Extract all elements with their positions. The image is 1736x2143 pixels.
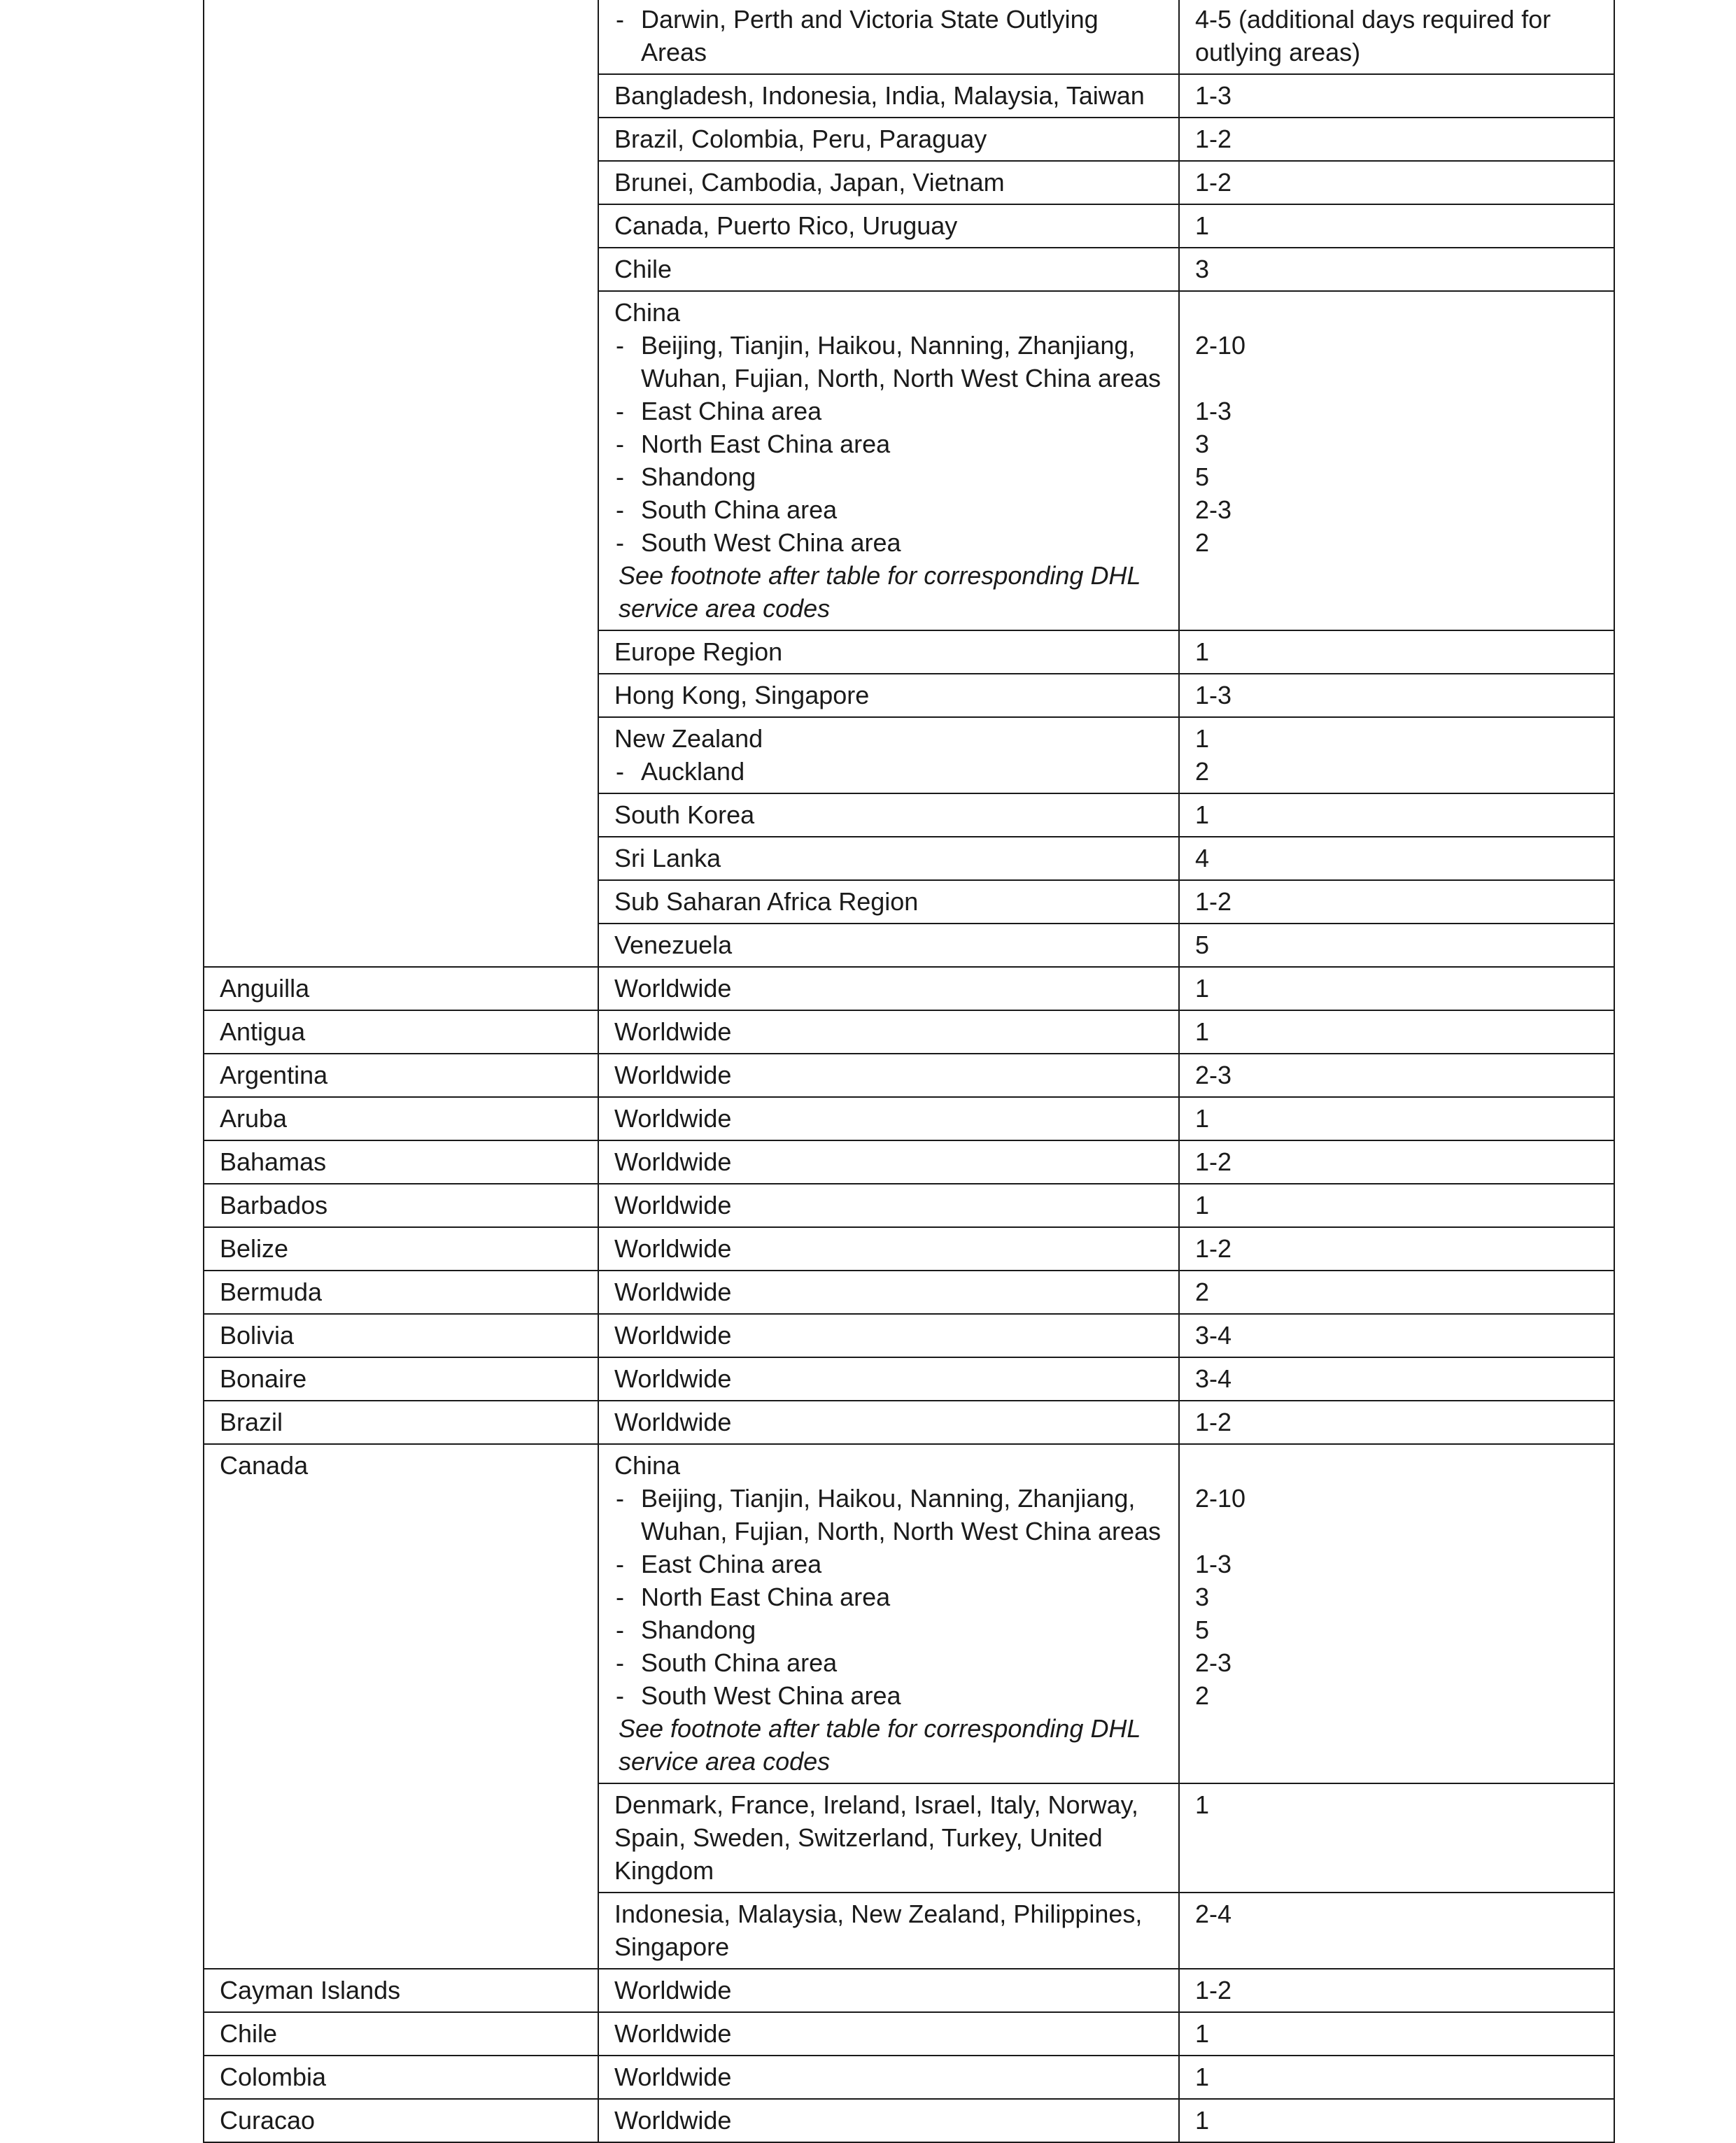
transit-days-cell [1179, 1969, 1614, 2012]
origin-cell: Anguilla [204, 967, 598, 1010]
destination-cell [598, 1140, 1179, 1184]
destination-name: New Zealand [614, 724, 763, 753]
table-body [204, 0, 1614, 2142]
transit-days-value: 1 [1195, 724, 1210, 753]
destination-cell [598, 1444, 1179, 1783]
transit-days-cell [1179, 924, 1614, 967]
transit-days-value: 1-2 [1195, 1408, 1232, 1436]
destination-cell [598, 924, 1179, 967]
transit-days-cell [1179, 1227, 1614, 1271]
spacer [1195, 1515, 1598, 1548]
transit-days-value: 1-2 [1195, 1147, 1232, 1176]
transit-days-value: 1-3 [1195, 81, 1232, 110]
table-row [204, 1097, 1614, 1140]
transit-days-cell [1179, 2056, 1614, 2099]
transit-days-value: 1 [1195, 974, 1210, 1003]
transit-days-cell [1179, 1010, 1614, 1054]
destination-sub-area: - Shandong [614, 460, 1163, 493]
destination-cell [598, 630, 1179, 674]
transit-days-cell [1179, 1097, 1614, 1140]
transit-days-value: 1-3 [1195, 1550, 1232, 1578]
destination-name: Worldwide [614, 1278, 732, 1306]
destination-name: Brazil, Colombia, Peru, Paraguay [614, 125, 987, 153]
origin-cell: Bermuda [204, 1271, 598, 1314]
transit-days-value: 5 [1195, 931, 1210, 959]
transit-days-cell [1179, 1893, 1614, 1969]
transit-days-value: 3-4 [1195, 1364, 1232, 1393]
transit-days-cell [1179, 880, 1614, 924]
destination-cell [598, 1783, 1179, 1893]
destination-name: Brunei, Cambodia, Japan, Vietnam [614, 168, 1005, 197]
destination-sub-area: - South West China area [614, 1679, 1163, 1712]
transit-days-value: 1 [1195, 1104, 1210, 1133]
destination-sub-area: - South China area [614, 1646, 1163, 1679]
destination-cell [598, 118, 1179, 161]
destination-cell [598, 1097, 1179, 1140]
transit-days-cell [1179, 1444, 1614, 1783]
transit-days-value: 3-4 [1195, 1321, 1232, 1350]
origin-cell: Argentina [204, 1054, 598, 1097]
destination-cell [598, 74, 1179, 118]
transit-days-cell [1179, 161, 1614, 204]
transit-days-value: 1-2 [1195, 168, 1232, 197]
destination-cell [598, 837, 1179, 880]
transit-days-value: 2 [1195, 1681, 1210, 1710]
transit-days-value: 1 [1195, 211, 1210, 240]
transit-days-value: 5 [1195, 462, 1210, 491]
table-row [204, 1314, 1614, 1357]
transit-days-value: 4-5 (additional days required for outlying areas) [1195, 5, 1551, 66]
origin-cell: Bonaire [204, 1357, 598, 1401]
transit-days-value: 2-3 [1195, 1061, 1232, 1089]
table-row [204, 0, 1614, 74]
transit-days-value: 1-3 [1195, 681, 1232, 709]
destination-sub-area: - South China area [614, 493, 1163, 526]
destination-name: Hong Kong, Singapore [614, 681, 870, 709]
transit-days-value: 2-3 [1195, 495, 1232, 524]
transit-days-cell [1179, 967, 1614, 1010]
table-row [204, 1054, 1614, 1097]
transit-days-value: 1 [1195, 2063, 1210, 2091]
transit-days-cell [1179, 1783, 1614, 1893]
destination-cell [598, 880, 1179, 924]
destination-sub-area: - East China area [614, 395, 1163, 427]
destination-cell [598, 1184, 1179, 1227]
destination-cell [598, 2012, 1179, 2056]
destination-cell [598, 248, 1179, 291]
destination-cell [598, 1054, 1179, 1097]
transit-days-cell [1179, 1357, 1614, 1401]
destination-name: Sri Lanka [614, 844, 721, 872]
transit-days-cell [1179, 630, 1614, 674]
destination-sub-area: - North East China area [614, 1580, 1163, 1613]
transit-days-value: 3 [1195, 1583, 1210, 1611]
destination-cell [598, 204, 1179, 248]
destination-name: Worldwide [614, 1104, 732, 1133]
transit-days-cell [1179, 1271, 1614, 1314]
transit-days-value: 3 [1195, 430, 1210, 458]
transit-days-cell [1179, 837, 1614, 880]
table-row [204, 1184, 1614, 1227]
destination-name: Worldwide [614, 1408, 732, 1436]
transit-days-value: 1 [1195, 1790, 1210, 1819]
table-row [204, 1444, 1614, 1783]
destination-name: Worldwide [614, 1976, 732, 2004]
destination-sub-area: - North East China area [614, 427, 1163, 460]
destination-name: Worldwide [614, 1061, 732, 1089]
transit-days-cell [1179, 291, 1614, 630]
destination-cell [598, 1314, 1179, 1357]
table-row [204, 1010, 1614, 1054]
destination-cell [598, 1010, 1179, 1054]
destination-name: Venezuela [614, 931, 733, 959]
transit-days-cell [1179, 204, 1614, 248]
transit-days-cell [1179, 2012, 1614, 2056]
table-row [204, 2012, 1614, 2056]
destination-cell [598, 0, 1179, 74]
transit-days-cell [1179, 2099, 1614, 2142]
destination-cell [598, 1271, 1179, 1314]
destination-cell [598, 674, 1179, 717]
transit-days-cell [1179, 717, 1614, 793]
destination-name: Denmark, France, Ireland, Israel, Italy, Norway, Spain, Sweden, Switzerland, Turkey, United Kingdom [614, 1790, 1138, 1885]
table-row [204, 1271, 1614, 1314]
transit-days-value: 1-2 [1195, 887, 1232, 916]
origin-cell: Antigua [204, 1010, 598, 1054]
table-row [204, 1969, 1614, 2012]
destination-sub-area: - Beijing, Tianjin, Haikou, Nanning, Zhanjiang, Wuhan, Fujian, North, North West China areas [614, 1482, 1163, 1548]
transit-days-value: 1 [1195, 637, 1210, 666]
destination-cell [598, 717, 1179, 793]
transit-days-value: 2-10 [1195, 331, 1246, 360]
origin-cell: Aruba [204, 1097, 598, 1140]
destination-sub-area: - Shandong [614, 1613, 1163, 1646]
transit-days-cell [1179, 1054, 1614, 1097]
transit-days-cell [1179, 74, 1614, 118]
destination-cell [598, 793, 1179, 837]
transit-days-cell [1179, 674, 1614, 717]
destination-name: Worldwide [614, 1017, 732, 1046]
transit-days-value: 1-2 [1195, 1234, 1232, 1263]
transit-days-value: 1 [1195, 1017, 1210, 1046]
destination-name: Worldwide [614, 1191, 732, 1219]
origin-cell: Belize [204, 1227, 598, 1271]
origin-cell: Bahamas [204, 1140, 598, 1184]
destination-name: Chile [614, 255, 672, 283]
destination-cell [598, 2056, 1179, 2099]
table-row [204, 1401, 1614, 1444]
destination-name: Worldwide [614, 2063, 732, 2091]
spacer [1195, 362, 1598, 395]
destination-sub-area: - East China area [614, 1548, 1163, 1580]
destination-cell [598, 1969, 1179, 2012]
destination-sub-area: - South West China area [614, 526, 1163, 559]
transit-days-value: 5 [1195, 1615, 1210, 1644]
destination-cell [598, 967, 1179, 1010]
destination-cell [598, 1893, 1179, 1969]
destination-name: Worldwide [614, 1234, 732, 1263]
table-row [204, 2056, 1614, 2099]
destination-cell [598, 161, 1179, 204]
destination-name: Worldwide [614, 1321, 732, 1350]
destination-name: Europe Region [614, 637, 783, 666]
destination-name: China [614, 298, 681, 327]
transit-days-value: 1-3 [1195, 397, 1232, 425]
destination-sub-area: - Auckland [614, 755, 1163, 788]
spacer [1195, 1449, 1598, 1482]
destination-name: Bangladesh, Indonesia, India, Malaysia, Taiwan [614, 81, 1145, 110]
destination-cell [598, 1401, 1179, 1444]
table-row [204, 1357, 1614, 1401]
transit-days-value: 2-4 [1195, 1900, 1232, 1928]
table-row [204, 1227, 1614, 1271]
destination-cell [598, 291, 1179, 630]
destination-sub-area: - Darwin, Perth and Victoria State Outlying Areas [614, 3, 1163, 69]
destination-name: Worldwide [614, 2019, 732, 2048]
transit-days-cell [1179, 0, 1614, 74]
destination-cell [598, 2099, 1179, 2142]
destination-cell [598, 1227, 1179, 1271]
origin-cell: Canada [204, 1444, 598, 1969]
origin-cell: Colombia [204, 2056, 598, 2099]
transit-days-value: 1 [1195, 2019, 1210, 2048]
origin-cell [204, 0, 598, 967]
transit-days-value: 4 [1195, 844, 1210, 872]
footnote-reference: See footnote after table for corresponding DHL service area codes [619, 1714, 1141, 1776]
transit-days-cell [1179, 1140, 1614, 1184]
transit-days-cell [1179, 248, 1614, 291]
origin-cell: Curacao [204, 2099, 598, 2142]
table-row [204, 2099, 1614, 2142]
origin-cell: Cayman Islands [204, 1969, 598, 2012]
transit-days-cell [1179, 1184, 1614, 1227]
destination-sub-area: - Beijing, Tianjin, Haikou, Nanning, Zhanjiang, Wuhan, Fujian, North, North West China areas [614, 329, 1163, 395]
table-row [204, 1140, 1614, 1184]
transit-days-cell [1179, 1314, 1614, 1357]
origin-cell: Barbados [204, 1184, 598, 1227]
origin-cell: Brazil [204, 1401, 598, 1444]
transit-days-value: 2 [1195, 757, 1210, 786]
transit-days-value: 2-10 [1195, 1484, 1246, 1513]
transit-days-cell [1179, 793, 1614, 837]
destination-name: China [614, 1451, 681, 1480]
destination-name: Worldwide [614, 974, 732, 1003]
destination-name: Indonesia, Malaysia, New Zealand, Philippines, Singapore [614, 1900, 1143, 1961]
destination-name: Worldwide [614, 2106, 732, 2135]
footnote-reference: See footnote after table for corresponding DHL service area codes [619, 561, 1141, 623]
transit-days-value: 2 [1195, 528, 1210, 557]
transit-days-value: 1-2 [1195, 125, 1232, 153]
table-row [204, 967, 1614, 1010]
transit-days-value: 2 [1195, 1278, 1210, 1306]
destination-name: Worldwide [614, 1364, 732, 1393]
transit-days-value: 1 [1195, 1191, 1210, 1219]
transit-days-value: 1 [1195, 800, 1210, 829]
destination-name: Sub Saharan Africa Region [614, 887, 919, 916]
transit-times-table [203, 0, 1615, 2143]
destination-name: South Korea [614, 800, 755, 829]
origin-cell: Bolivia [204, 1314, 598, 1357]
destination-name: Worldwide [614, 1147, 732, 1176]
destination-cell [598, 1357, 1179, 1401]
transit-days-value: 1-2 [1195, 1976, 1232, 2004]
transit-days-cell [1179, 1401, 1614, 1444]
transit-days-value: 2-3 [1195, 1648, 1232, 1677]
transit-days-value: 1 [1195, 2106, 1210, 2135]
transit-days-value: 3 [1195, 255, 1210, 283]
transit-days-cell [1179, 118, 1614, 161]
origin-cell: Chile [204, 2012, 598, 2056]
spacer [1195, 296, 1598, 329]
destination-name: Canada, Puerto Rico, Uruguay [614, 211, 958, 240]
